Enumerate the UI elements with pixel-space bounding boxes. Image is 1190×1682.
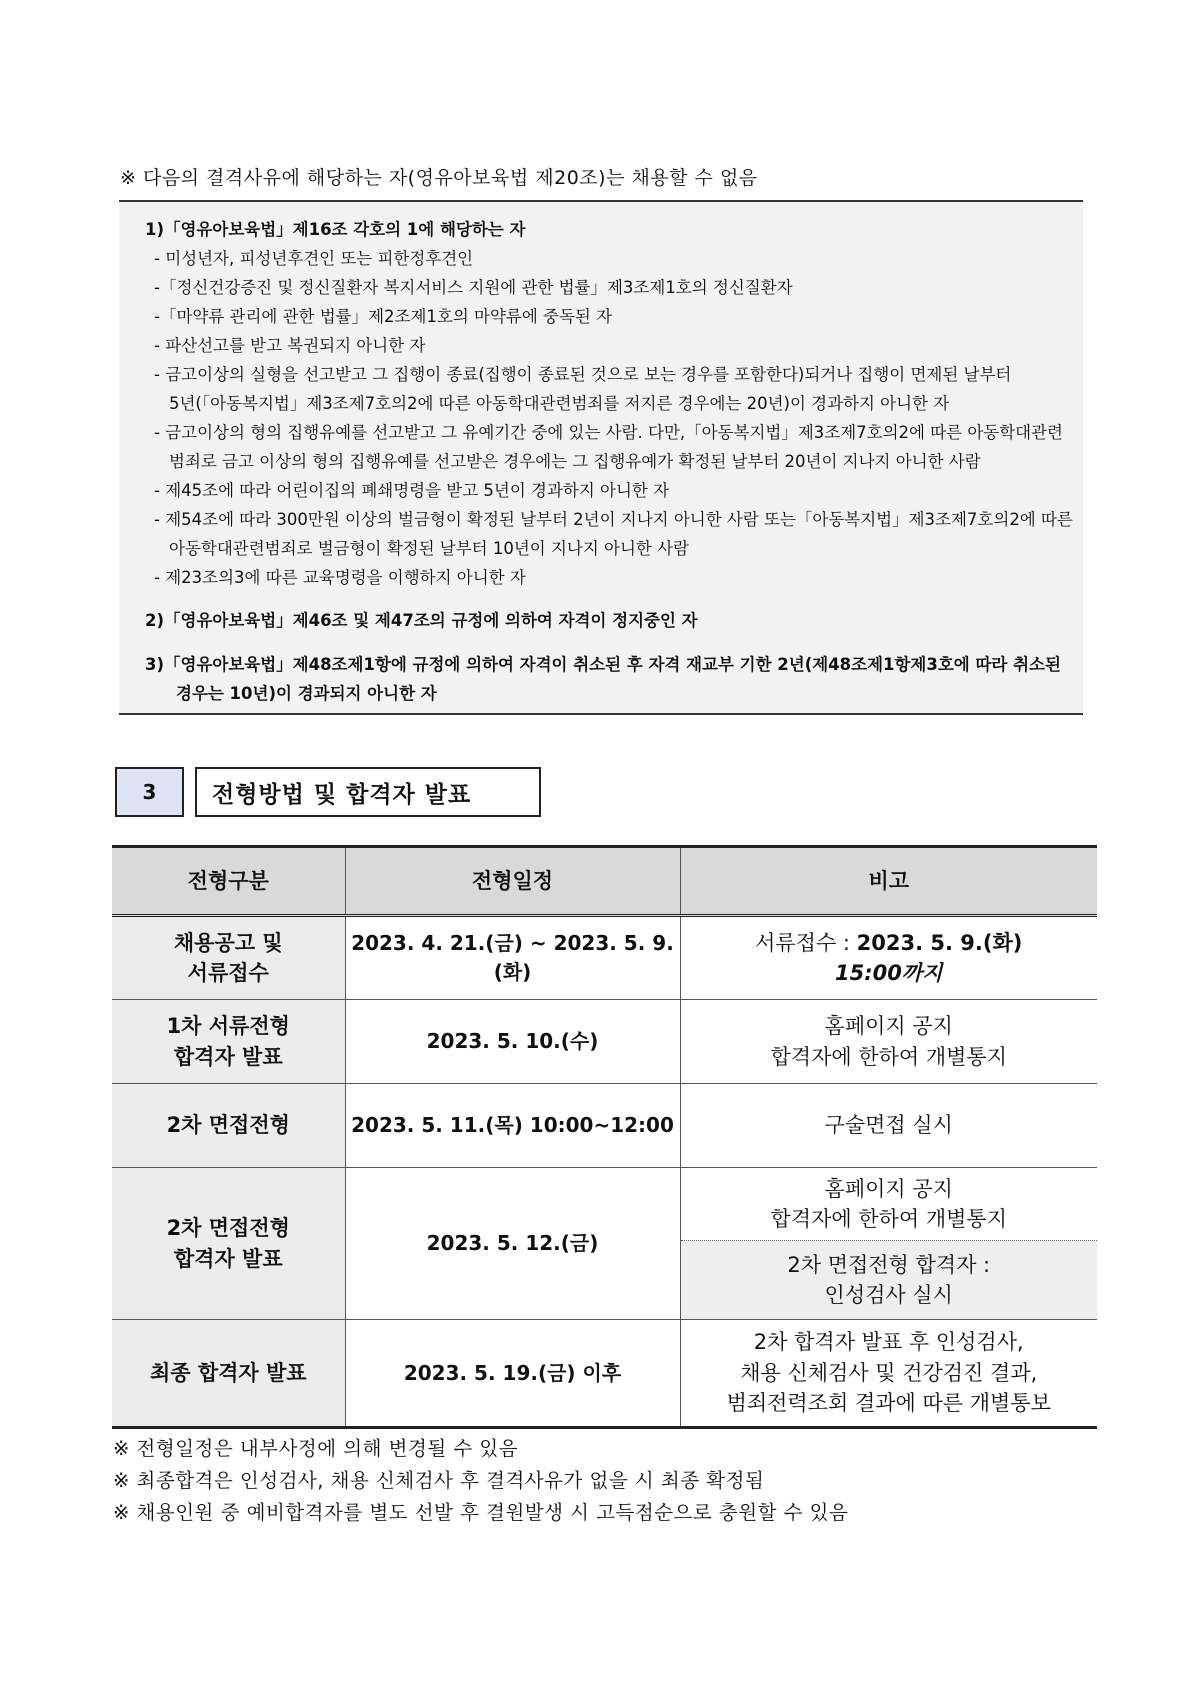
table-row (112, 1084, 1097, 1168)
date-cell: 2023. 4. 21.(금) ~ 2023. 5. 9.(화) (345, 916, 680, 1000)
note-text: 인성검사 실시 (824, 1283, 953, 1307)
note-deadline-date: 2023. 5. 9.(화) (856, 930, 1023, 955)
note-cell (680, 1168, 1097, 1241)
column-header: 전형구분 (112, 847, 345, 916)
footnote: ※ 전형일정은 내부사정에 의해 변경될 수 있음 (113, 1437, 519, 1460)
footnote: ※ 최종합격은 인성검사, 채용 신체검사 후 결격사유가 없을 시 최종 확정됨 (113, 1469, 765, 1492)
column-header: 비고 (680, 847, 1097, 916)
section-title: 전형방법 및 합격자 발표 (195, 767, 541, 817)
disqualification-box (119, 200, 1083, 715)
date-cell: 2023. 5. 12.(금) (345, 1168, 680, 1320)
notice-line: 3)「영유아보육법」제48조제1항에 규정에 의하여 자격이 취소된 후 자격 재교부 기한 2년(제48조제1항제3호에 따라 취소된 (145, 655, 1061, 674)
note-cell (680, 1000, 1097, 1084)
notice-line: 경우는 10년)이 경과되지 아니한 자 (176, 684, 437, 703)
notice-line: - 금고이상의 형의 집행유예를 선고받고 그 유예기간 중에 있는 사람. 다만,「아동복지법」제3조제7호의2에 따른 아동학대관련 (154, 423, 1063, 442)
footnote: ※ 채용인원 중 예비합격자를 별도 선발 후 결원발생 시 고득점순으로 충원할 수 있음 (113, 1501, 849, 1524)
stage-cell: 최종 합격자 발표 (112, 1320, 345, 1428)
notice-line: 범죄로 금고 이상의 형의 집행유예를 선고받은 경우에는 그 집행유예가 확정된 날부터 20년이 지나지 아니한 사람 (169, 452, 981, 471)
stage-label: 채용공고 및 (173, 930, 283, 955)
notice-line: - 제45조에 따라 어린이집의 폐쇄명령을 받고 5년이 경과하지 아니한 자 (154, 481, 670, 500)
stage-label: 2차 면접전형 (166, 1216, 290, 1241)
note-text: 서류접수 : (755, 930, 857, 955)
note-text: 채용 신체검사 및 건강검진 결과, (740, 1360, 1038, 1385)
note-cell (680, 1320, 1097, 1428)
note-cell (680, 1241, 1097, 1320)
note-text: 2차 면접전형 합격자 : (787, 1252, 991, 1277)
note-text: 합격자에 한하여 개별통지 (770, 1044, 1007, 1069)
notice-line: - 제54조에 따라 300만원 이상의 벌금형이 확정된 날부터 2년이 지나지 아니한 사람 또는「아동복지법」제3조제7호의2에 따른 (154, 510, 1073, 529)
note-text: 합격자에 한하여 개별통지 (770, 1207, 1007, 1231)
notice-line: 1)「영유아보육법」제16조 각호의 1에 해당하는 자 (145, 220, 526, 239)
section-number: 3 (115, 767, 184, 817)
notice-line: 2)「영유아보육법」제46조 및 제47조의 규정에 의하여 자격이 정지중인 자 (145, 611, 698, 630)
note-deadline-time: 15:00까지 (835, 961, 943, 985)
table-row (112, 1320, 1097, 1428)
disqualification-notice-title: ※ 다음의 결격사유에 해당하는 자(영유아보육법 제20조)는 채용할 수 없음 (120, 167, 758, 189)
column-header: 전형일정 (345, 847, 680, 916)
notice-line: 아동학대관련범죄로 벌금형이 확정된 날부터 10년이 지나지 아니한 사람 (169, 539, 689, 558)
notice-line: - 제23조의3에 따른 교육명령을 이행하지 아니한 자 (154, 568, 526, 587)
notice-line: - 파산선고를 받고 복권되지 아니한 자 (154, 336, 426, 355)
notice-line: - 미성년자, 피성년후견인 또는 피한정후견인 (154, 249, 474, 268)
date-cell: 2023. 5. 11.(목) 10:00~12:00 (345, 1084, 680, 1168)
table-row (112, 1168, 1097, 1241)
note-cell: 구술면접 실시 (680, 1084, 1097, 1168)
note-text: 2차 합격자 발표 후 인성검사, (753, 1330, 1024, 1355)
table-row (112, 1000, 1097, 1084)
stage-cell: 2차 면접전형 (112, 1084, 345, 1168)
note-cell (680, 916, 1097, 1000)
stage-label: 합격자 발표 (173, 1044, 283, 1069)
footnotes (113, 1433, 848, 1529)
table-row (112, 916, 1097, 1000)
notice-line: -「마약류 관리에 관한 법률」제2조제1호의 마약류에 중독된 자 (154, 307, 613, 326)
stage-label: 1차 서류전형 (166, 1014, 290, 1039)
note-text: 홈페이지 공지 (824, 1176, 953, 1201)
stage-cell (112, 1000, 345, 1084)
schedule-table (112, 845, 1097, 1429)
stage-cell (112, 916, 345, 1000)
table-header-row (112, 847, 1097, 916)
notice-line: 5년(「아동복지법」제3조제7호의2에 따른 아동학대관련범죄를 저지른 경우에는 20년)이 경과하지 아니한 자 (169, 394, 950, 413)
notice-line: - 금고이상의 실형을 선고받고 그 집행이 종료(집행이 종료된 것으로 보는 경우를 포함한다)되거나 집행이 면제된 날부터 (154, 365, 1012, 384)
stage-cell (112, 1168, 345, 1320)
note-text: 홈페이지 공지 (824, 1014, 953, 1039)
stage-label: 합격자 발표 (173, 1246, 283, 1271)
note-text: 범죄전력조회 결과에 따른 개별통보 (726, 1391, 1051, 1416)
notice-line: -「정신건강증진 및 정신질환자 복지서비스 지원에 관한 법률」제3조제1호의 정신질환자 (154, 278, 793, 297)
date-cell: 2023. 5. 19.(금) 이후 (345, 1320, 680, 1428)
stage-label: 서류접수 (187, 961, 269, 985)
date-cell: 2023. 5. 10.(수) (345, 1000, 680, 1084)
